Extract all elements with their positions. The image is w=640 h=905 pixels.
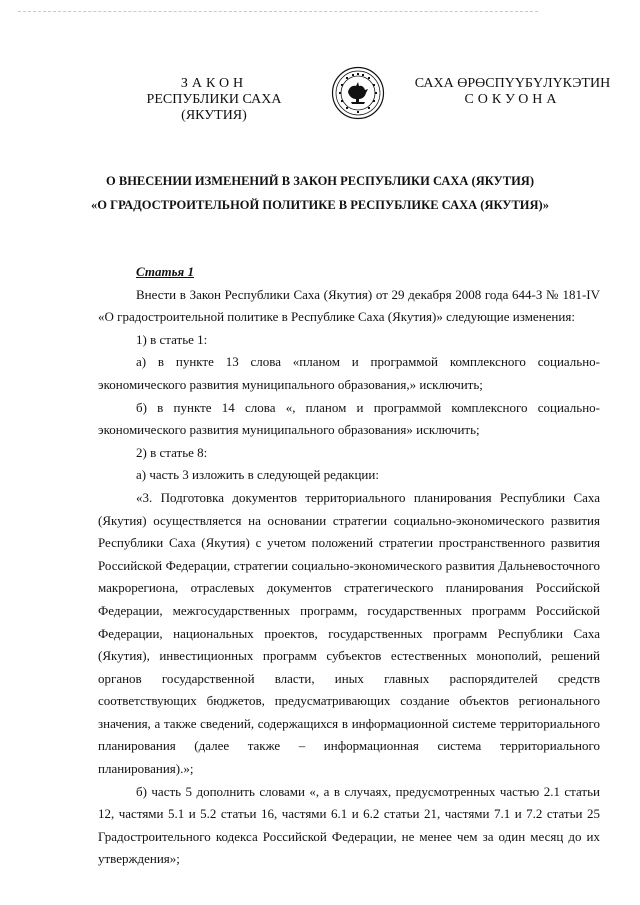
article-heading bbox=[98, 261, 600, 284]
document-body bbox=[98, 261, 600, 871]
paragraph: б) часть 5 дополнить словами «, а в случаях, предусмотренных частью 2.1 статьи 12, частями 5.1 и 5.2 статьи 16, частями 6.1 и 6.2 статьи 21, частями 7.1 и 7.2 статьи 25 Градостроительного кодекса Российской Федерации, не менее чем за один месяц до их утверждения»; bbox=[98, 783, 600, 867]
paragraph: «3. Подготовка документов территориального планирования Республики Саха (Якутия) осуществляется на основании стратегии социально-экономического развития Республики Саха (Якутия) с учетом положений стратегии пространственного развития Российской Федерации, стратегии социально-экономического развития Дальневосточного макрорегиона, отраслевых документов стратегического планирования Российской Федерации, межгосударственных программ, государственных программ Российской Федерации, национальных проектов, государственных программ Республики Саха (Якутия), инвестиционных программ субъектов естественных монополий, решений органов государственной власти, иных главных распорядителей средств соответствующих бюджетов, предусматривающих создание объектов регионального значения, а также сведений, содержащихся в информационной системе территориального планирования (далее также – информационная система территориального планирования).»; bbox=[98, 489, 600, 777]
article-heading-text: Статья 1 bbox=[136, 264, 194, 279]
paragraph: 1) в статье 1: bbox=[136, 331, 208, 347]
header-left bbox=[118, 76, 310, 124]
paragraph: б) в пункте 14 слова «, планом и программой комплексного социально-экономического развития муниципального образования» исключить; bbox=[98, 399, 600, 438]
header-right bbox=[405, 76, 620, 108]
header-right-line1: САХА ӨРӨСПҮҮБҮЛҮКЭТИН bbox=[414, 76, 611, 91]
header-left-line2: РЕСПУБЛИКИ САХА (ЯКУТИЯ) bbox=[146, 92, 282, 123]
paragraph: а) часть 3 изложить в следующей редакции: bbox=[136, 467, 379, 483]
paragraph: Внести в Закон Республики Саха (Якутия) от 29 декабря 2008 года 644-З № 181-IV «О градостроительной политике в Республике Саха (Якутия)» следующие изменения: bbox=[98, 286, 600, 325]
scan-artifact-line bbox=[18, 11, 538, 12]
document-title-line2: «О ГРАДОСТРОИТЕЛЬНОЙ ПОЛИТИКЕ В РЕСПУБЛИКЕ САХА (ЯКУТИЯ)» bbox=[91, 198, 549, 212]
header-left-line1: ЗАКОН bbox=[180, 76, 248, 91]
sakha-coat-of-arms-icon bbox=[331, 66, 385, 120]
document-title-line1: О ВНЕСЕНИИ ИЗМЕНЕНИЙ В ЗАКОН РЕСПУБЛИКИ САХА (ЯКУТИЯ) bbox=[106, 174, 534, 188]
paragraph: а) в пункте 13 слова «планом и программой комплексного социально-экономического развития муниципального образования,» исключить; bbox=[98, 354, 600, 392]
header-right-line2: СОКУОНА bbox=[464, 92, 561, 107]
paragraph: 2) в статье 8: bbox=[136, 444, 208, 460]
